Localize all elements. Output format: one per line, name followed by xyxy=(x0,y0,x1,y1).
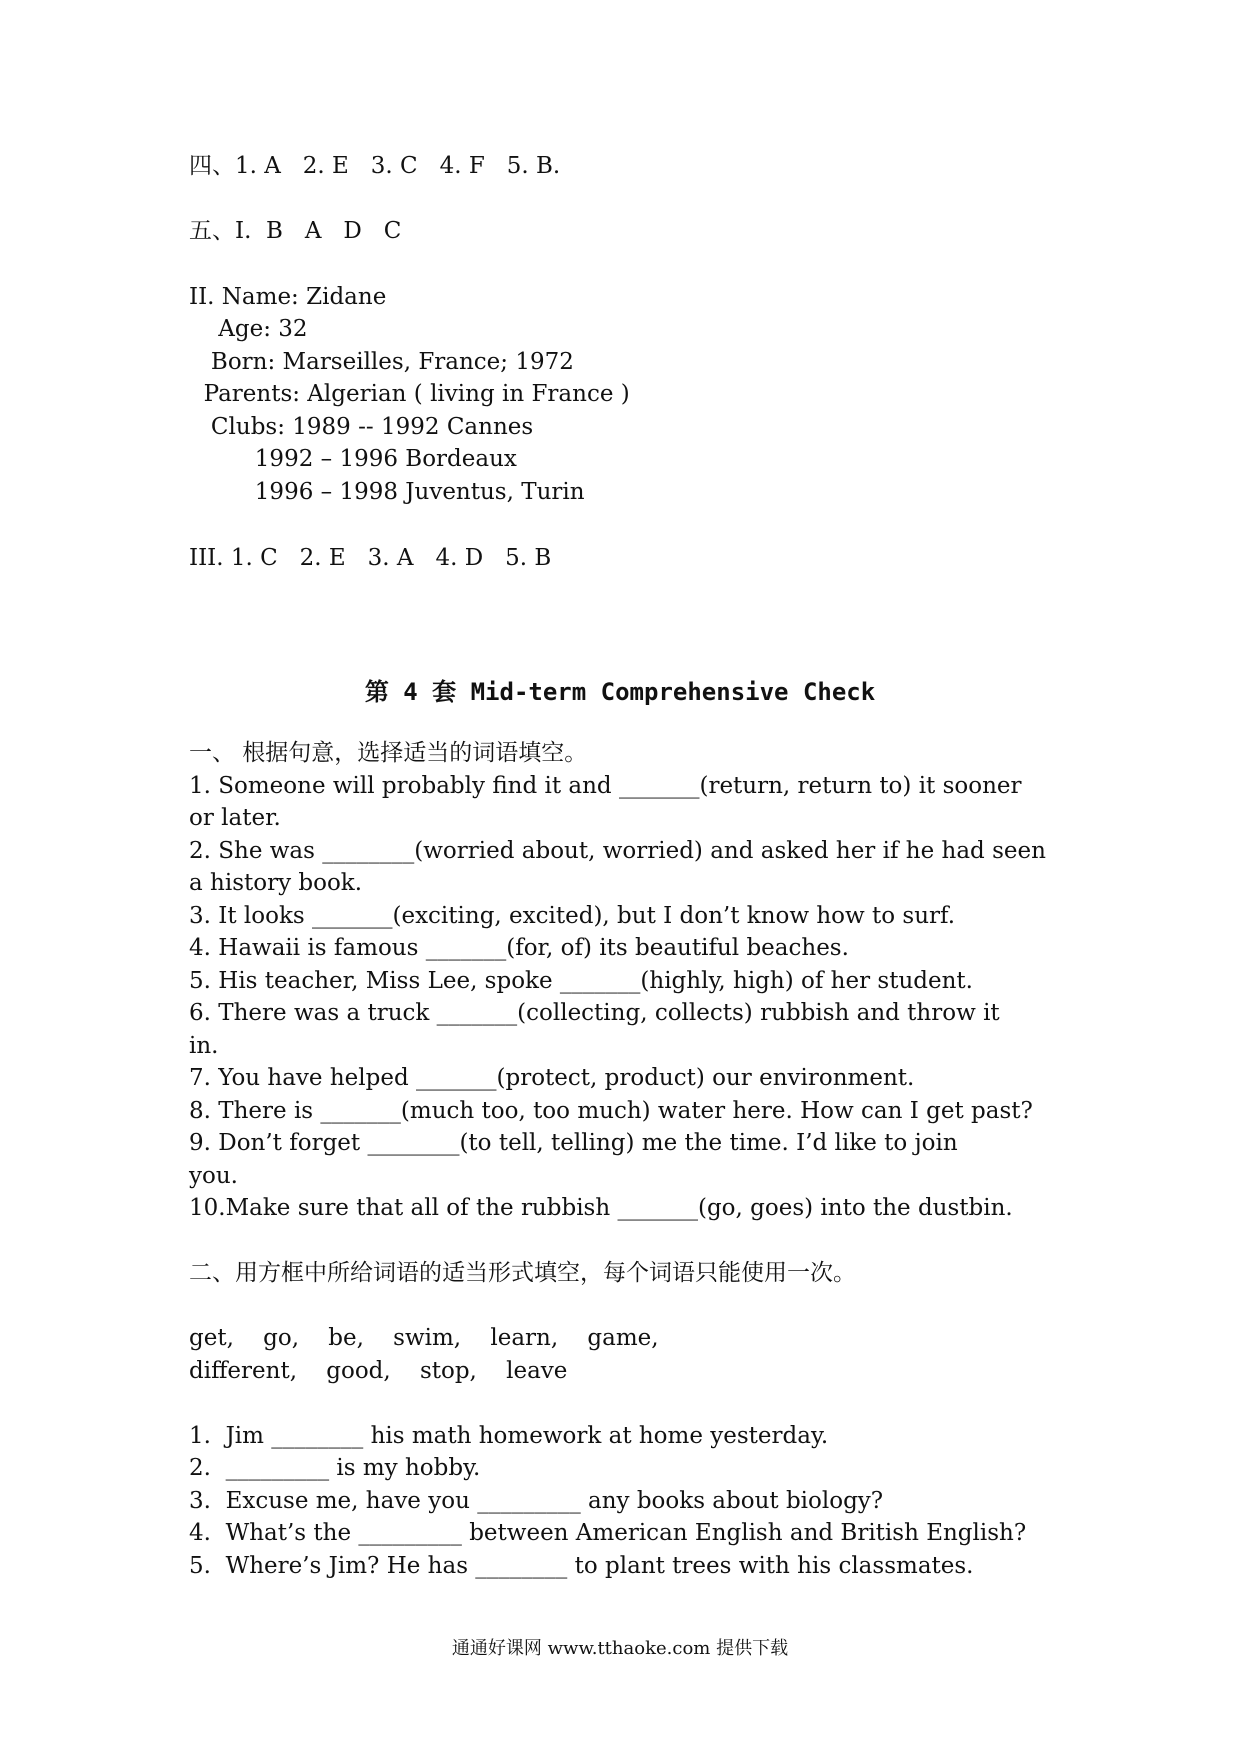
exercise-line: 1. Jim ________ his math homework at home yesterday. xyxy=(189,1423,829,1449)
section-title: 第 4 套 Mid-term Comprehensive Check xyxy=(364,678,876,706)
exercise-line: 10.Make sure that all of the rubbish _______(go, goes) into the dustbin. xyxy=(189,1195,1013,1221)
exercise-line: 3. It looks _______(exciting, excited), but I don’t know how to surf. xyxy=(189,903,956,929)
profile-club-3: 1996 – 1998 Juventus, Turin xyxy=(189,479,585,505)
exercise-line: 5. His teacher, Miss Lee, spoke _______(highly, high) of her student. xyxy=(189,968,973,994)
exercise-line: 4. What’s the _________ between American English and British English? xyxy=(189,1520,1027,1546)
exercise-line: a history book. xyxy=(189,870,363,896)
profile-age: Age: 32 xyxy=(189,316,308,342)
exercise-line: 5. Where’s Jim? He has ________ to plant trees with his classmates. xyxy=(189,1553,974,1579)
part1-instruction: 一、 根据句意，选择适当的词语填空。 xyxy=(189,740,588,766)
exercise-line: 4. Hawaii is famous _______(for, of) its beautiful beaches. xyxy=(189,935,849,961)
profile-club-2: 1992 – 1996 Bordeaux xyxy=(189,446,517,472)
exercise-line: or later. xyxy=(189,805,281,831)
exercise-line: 6. There was a truck _______(collecting, collects) rubbish and throw it xyxy=(189,1000,1000,1026)
exercise-line: 7. You have helped _______(protect, product) our environment. xyxy=(189,1065,915,1091)
exercise-line: 1. Someone will probably find it and _______(return, return to) it sooner xyxy=(189,773,1022,799)
profile-born: Born: Marseilles, France; 1972 xyxy=(189,349,574,375)
exercise-line: 3. Excuse me, have you _________ any books about biology? xyxy=(189,1488,884,1514)
page-footer: 通通好课网 www.tthaoke.com 提供下载 xyxy=(451,1638,789,1659)
exercise-line: you. xyxy=(189,1163,238,1189)
answer-section-5-III: III. 1. C 2. E 3. A 4. D 5. B xyxy=(189,545,552,571)
word-bank-line-2: different, good, stop, leave xyxy=(189,1358,568,1384)
exercise-line: 2. _________ is my hobby. xyxy=(189,1455,481,1481)
profile-parents: Parents: Algerian ( living in France ) xyxy=(189,381,630,407)
answer-section-5-I: 五、I. B A D C xyxy=(189,218,402,244)
exercise-line: in. xyxy=(189,1033,219,1059)
exercise-line: 2. She was ________(worried about, worried) and asked her if he had seen xyxy=(189,838,1046,864)
part2-instruction: 二、用方框中所给词语的适当形式填空，每个词语只能使用一次。 xyxy=(189,1260,856,1286)
word-bank-line-1: get, go, be, swim, learn, game, xyxy=(189,1325,659,1351)
exercise-line: 8. There is _______(much too, too much) water here. How can I get past? xyxy=(189,1098,1033,1124)
exercise-line: 9. Don’t forget ________(to tell, telling) me the time. I’d like to join xyxy=(189,1130,958,1156)
profile-name: II. Name: Zidane xyxy=(189,284,387,310)
profile-clubs: Clubs: 1989 -- 1992 Cannes xyxy=(189,414,534,440)
answer-section-4: 四、1. A 2. E 3. C 4. F 5. B. xyxy=(189,153,561,179)
